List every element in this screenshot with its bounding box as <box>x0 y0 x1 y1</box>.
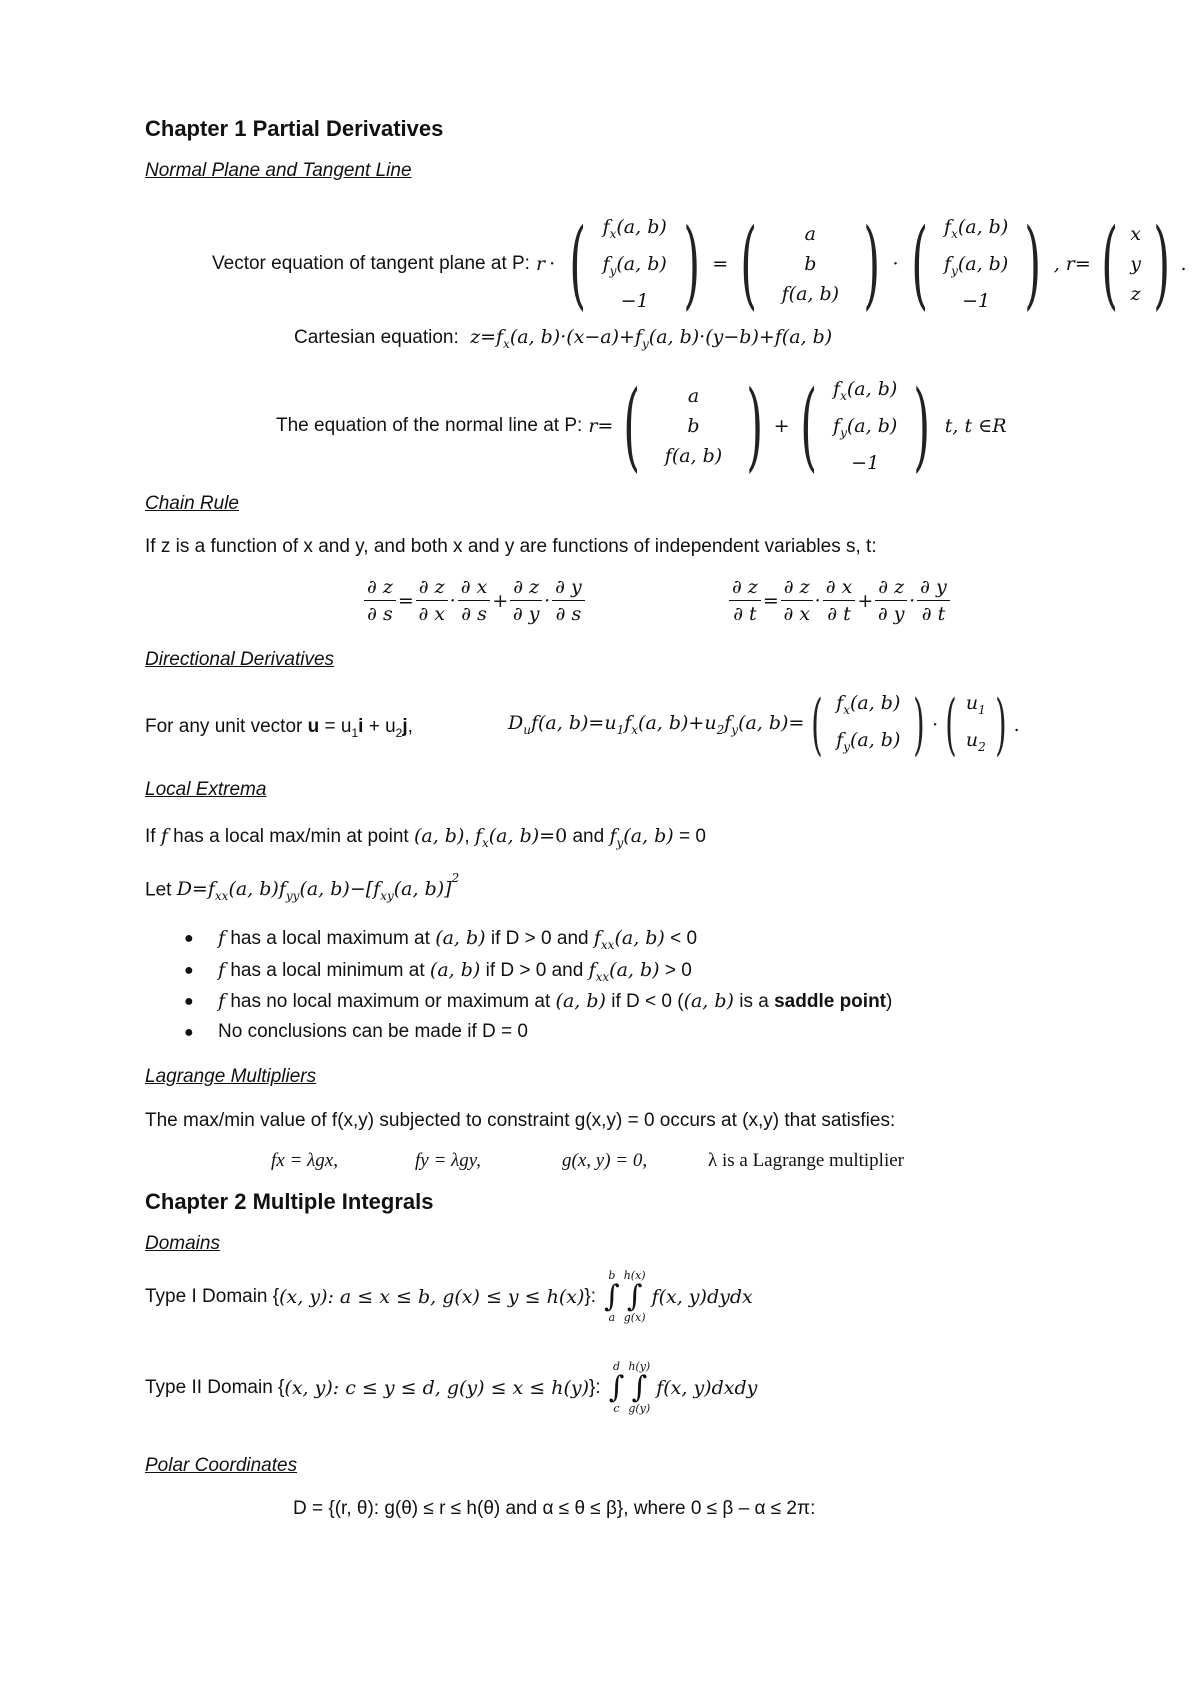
polar-text: D = {(r, θ): g(θ) ≤ r ≤ h(θ) and α ≤ θ ≤ β}, where 0 ≤ β – α ≤ 2π: <box>293 1498 816 1519</box>
chain-rule-formula-s: $\frac{\partial z}{\partial s}$ = $\frac{\partial z}{\partial x}$ · $\frac{\partial x}{\partial s}$ + $\frac{\partial z}{\partial y}$ · $\frac{\partial y}{\partial s}$ <box>362 574 587 627</box>
lagrange-text: The max/min value of f(x,y) subjected to constraint g(x,y) = 0 occurs at (x,y) that satisfies: <box>145 1110 896 1131</box>
bullet-dot: ● <box>184 1024 194 1041</box>
directional-derivatives-heading: Directional Derivatives <box>145 649 335 670</box>
matrix-point: ( a b f(a, b) ) <box>740 208 881 320</box>
local-extrema-line-1: If f has a local max/min at point (a, b), $f_x(a$, b)=0 and $f_y(a$, b) = 0 <box>145 825 706 850</box>
chapter-2-title: Chapter 2 Multiple Integrals <box>145 1189 434 1214</box>
bullet-saddle-point: f has no local maximum or maximum at (a, b) if D < 0 ((a, b) is a saddle point) <box>218 990 893 1012</box>
tangent-plane-label: Vector equation of tangent plane at P: <box>212 253 530 274</box>
bullet-no-conclusion: No conclusions can be made if D = 0 <box>218 1021 528 1042</box>
cartesian-equation: Cartesian equation: $z=f_x(a$, $b)\cdot(x-a)+f_y(a$, b)·(y−b)+f(a, b) <box>294 326 833 351</box>
lagrange-eq-3: g(x, y) = 0, <box>562 1150 648 1171</box>
local-extrema-let: Let $D=f_{xx}(a$, $b)f_{yy}(a$, $b)-[f_{xy}(a$, b)]$^2$ <box>145 871 460 904</box>
domains-heading: Domains <box>145 1233 220 1254</box>
matrix-gradient: ( $f_x(a$, b) $f_y(a$, b) −1 ) <box>569 208 700 320</box>
directional-derivative-formula: $D_uf(a$, $b)=u_1f_x(a$, $b)+u_2f_y(a$, b)= ( $f_x(a$, b) $f_y(a$, b) ) · ( $u_1$ $u_2$ ) . <box>508 686 1020 763</box>
lagrange-eq-1: fx = λgx, <box>271 1150 338 1171</box>
normal-line-equation: The equation of the normal line at P: r = ( a b f(a, b) ) + ( $f_x(a$, b) $f_y(a$, b) −1 ) t, t ∈R <box>276 370 1007 482</box>
cartesian-label: Cartesian equation: <box>294 327 459 348</box>
normal-line-label: The equation of the normal line at P: <box>276 415 583 436</box>
lagrange-heading: Lagrange Multipliers <box>145 1066 317 1087</box>
normal-plane-heading: Normal Plane and Tangent Line <box>145 160 412 181</box>
chain-rule-heading: Chain Rule <box>145 493 239 514</box>
chapter-1-title: Chapter 1 Partial Derivatives <box>145 116 444 141</box>
chain-rule-text: If z is a function of x and y, and both x and y are functions of independent variables s, t: <box>145 536 877 557</box>
lagrange-eq-4: λ is a Lagrange multiplier <box>708 1150 904 1171</box>
polar-heading: Polar Coordinates <box>145 1455 298 1476</box>
type-1-domain: Type I Domain { (x, y): a ≤ x ≤ b, g(x) ≤ y ≤ h(x) }: b ∫ a h(x) ∫ g(x) f(x, y)dydx <box>145 1269 753 1324</box>
directional-text: For any unit vector $u = u_1i + u_2j$, <box>145 716 413 740</box>
bullet-dot: ● <box>184 993 194 1010</box>
matrix-xyz: ( x y z ) <box>1101 208 1171 320</box>
matrix-gradient-2: ( $f_x(a$, b) $f_y(a$, b) −1 ) <box>910 208 1042 320</box>
bullet-dot: ● <box>184 962 194 979</box>
bullet-dot: ● <box>184 930 194 947</box>
bullet-local-maximum: f has a local maximum at (a, b) if D > 0 and $f_{xx}(a$, b) < 0 <box>218 927 698 952</box>
chain-rule-formula-t: $\frac{\partial z}{\partial t}$ = $\frac{\partial z}{\partial x}$ · $\frac{\partial x}{\partial t}$ + $\frac{\partial z}{\partial y}$ · $\frac{\partial y}{\partial t}$ <box>727 574 952 627</box>
tangent-plane-vector-equation: Vector equation of tangent plane at P: r · ( $f_x(a$, b) $f_y(a$, b) −1 ) = ( a b f(a, b) ) · ( $f_x(a$, b) $f_y(a$, b) −1 ) , r = ( x y z ) . <box>212 208 1187 320</box>
local-extrema-heading: Local Extrema <box>145 779 267 800</box>
lagrange-eq-2: fy = λgy, <box>415 1150 481 1171</box>
bullet-local-minimum: f has a local minimum at (a, b) if D > 0 and $f_{xx}(a$, b) > 0 <box>218 959 692 984</box>
type-2-domain: Type II Domain { (x, y): c ≤ y ≤ d, g(y) ≤ x ≤ h(y) }: d ∫ c h(y) ∫ g(y) f(x, y)dxdy <box>145 1360 758 1415</box>
